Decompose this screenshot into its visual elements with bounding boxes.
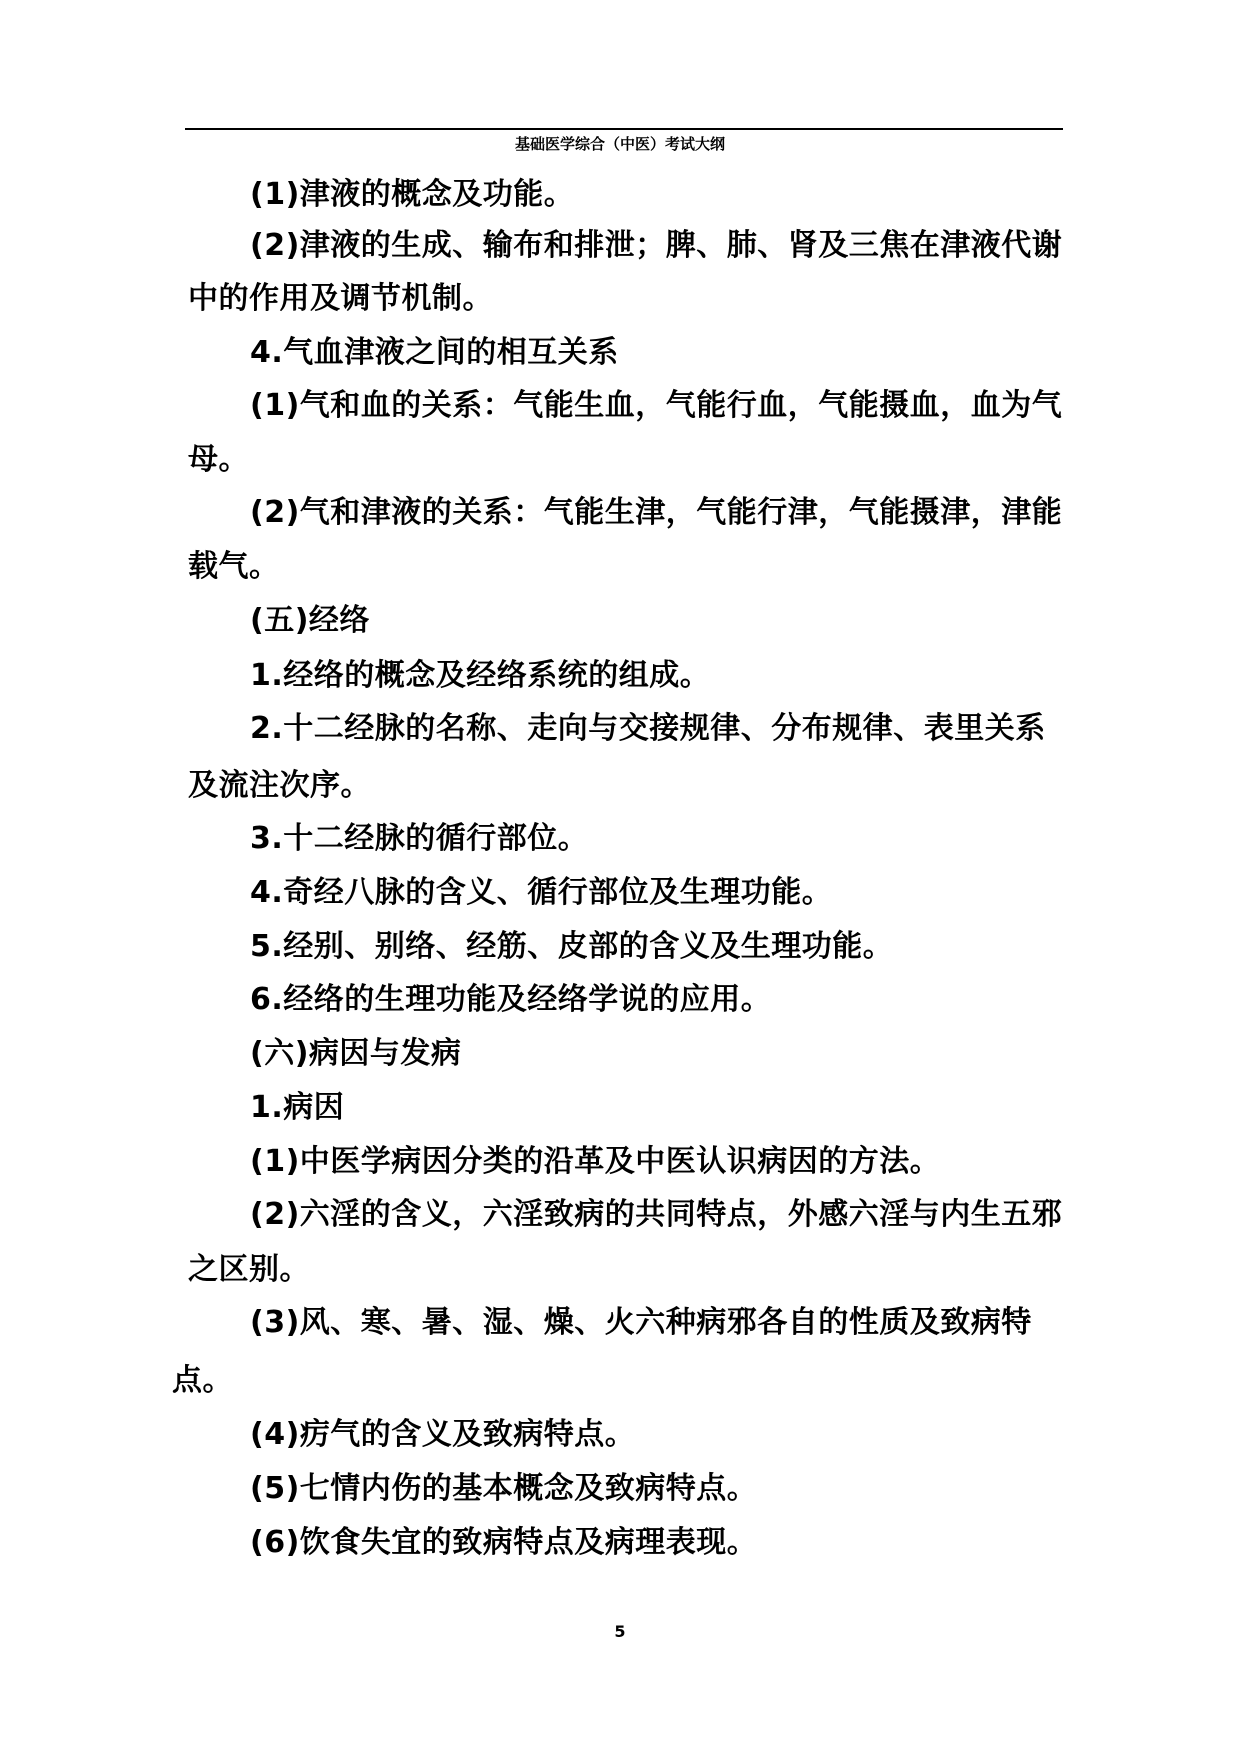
text-line: (2)六淫的含义，六淫致病的共同特点，外感六淫与内生五邪 xyxy=(250,1197,1063,1232)
text-line: (六)病因与发病 xyxy=(250,1036,462,1071)
text-line: (4)疠气的含义及致病特点。 xyxy=(250,1417,636,1452)
page-header-title: 基础医学综合（中医）考试大纲 xyxy=(514,135,725,153)
text-line: (1)津液的概念及功能。 xyxy=(250,177,575,212)
text-line: 5.经别、别络、经筋、皮部的含义及生理功能。 xyxy=(250,929,894,964)
header-rule xyxy=(185,128,1063,130)
text-line: 4.气血津液之间的相互关系 xyxy=(250,335,619,370)
text-line: 母。 xyxy=(188,442,249,477)
text-line: (1)气和血的关系：气能生血，气能行血，气能摄血，血为气 xyxy=(250,388,1063,423)
text-line: 1.病因 xyxy=(250,1090,345,1125)
text-line: 2.十二经脉的名称、走向与交接规律、分布规律、表里关系 xyxy=(250,711,1046,746)
text-line: 6.经络的生理功能及经络学说的应用。 xyxy=(250,982,772,1017)
text-line: (6)饮食失宜的致病特点及病理表现。 xyxy=(250,1525,758,1560)
text-line: (五)经络 xyxy=(250,603,370,638)
text-line: 中的作用及调节机制。 xyxy=(188,281,493,316)
page-number: 5 xyxy=(614,1622,626,1641)
text-line: 之区别。 xyxy=(188,1252,310,1287)
text-line: 点。 xyxy=(172,1363,233,1398)
text-line: 4.奇经八脉的含义、循行部位及生理功能。 xyxy=(250,875,833,910)
text-line: 3.十二经脉的循行部位。 xyxy=(250,821,589,856)
text-line: 载气。 xyxy=(188,549,280,584)
text-line: 1.经络的概念及经络系统的组成。 xyxy=(250,658,711,693)
text-line: (2)津液的生成、输布和排泄；脾、肺、肾及三焦在津液代谢 xyxy=(250,228,1063,263)
text-line: (3)风、寒、暑、湿、燥、火六种病邪各自的性质及致病特 xyxy=(250,1305,1032,1340)
text-line: (2)气和津液的关系：气能生津，气能行津，气能摄津，津能 xyxy=(250,495,1063,530)
text-line: (1)中医学病因分类的沿革及中医认识病因的方法。 xyxy=(250,1144,941,1179)
text-line: (5)七情内伤的基本概念及致病特点。 xyxy=(250,1471,758,1506)
text-line: 及流注次序。 xyxy=(188,768,371,803)
